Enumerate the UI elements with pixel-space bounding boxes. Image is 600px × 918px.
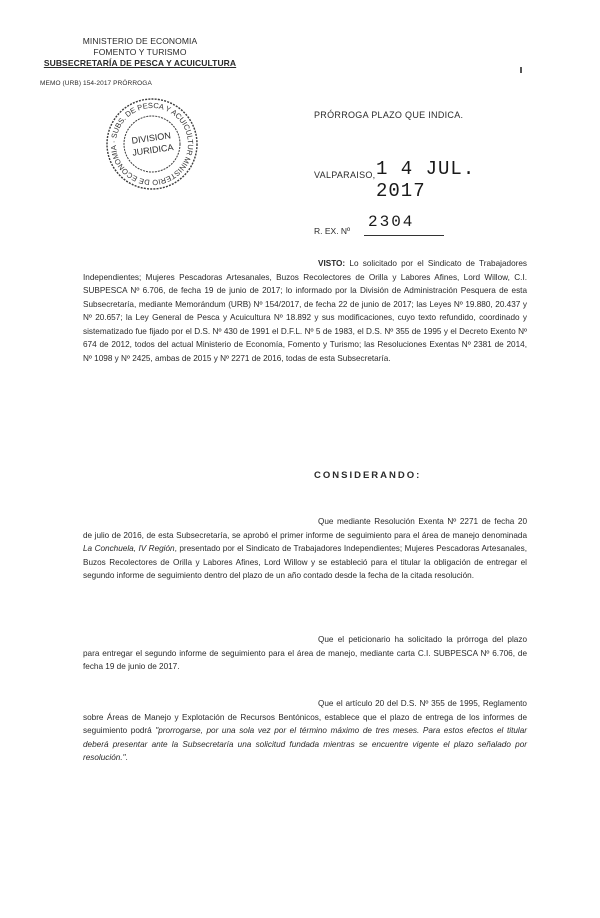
rex-label: R. EX. Nº: [314, 226, 351, 236]
division-juridica-stamp: [104, 96, 200, 192]
subsecretaria-name: SUBSECRETARÍA DE PESCA Y ACUICULTURA: [43, 58, 237, 68]
ministry-subtitle: FOMENTO Y TURISMO: [93, 47, 187, 57]
ministry-name: MINISTERIO DE ECONOMIA: [82, 36, 198, 46]
p3-text-a: Que el artículo 20 del D.S. Nº 355 de 1995, Reglamento sobre Áreas de Manejo y Explotación de Recursos Bentónicos, establece que el plazo de entrega de los informes de seguimiento podrá: [83, 699, 527, 735]
resolution-number-line: [314, 213, 514, 237]
stamp-ring-text: MINISTERIO DE ECONOMIA · SUBS. DE PESCA Y ACUICULTURA: [108, 100, 196, 188]
p3-quote: "prorrogarse, por una sola vez por el término máximo de tres meses. Para estos efectos el titular deberá presentar ante la Subsecretaría una solicitud fundada mientras se encuentre vigente el plazo señalado por resolución.": [83, 726, 528, 762]
considerando-heading: CONSIDERANDO:: [314, 470, 422, 481]
place-label: VALPARAISO,: [314, 170, 376, 180]
p1-text-c: , presentado por el Sindicato de Trabajadores Independientes; Mujeres Pescadoras Artesanales, Buzos Recolectores de Orilla y Labores Afines, Lord Willow y se estableció para el titular la obligación de entregar el segundo informe de seguimiento dentro del plazo de un año contado desde la fecha de la citada resolución.: [83, 544, 527, 580]
rex-underline: [364, 235, 444, 236]
considerando-paragraph-2: [83, 633, 527, 674]
document-subject: PRÓRROGA PLAZO QUE INDICA.: [314, 110, 464, 120]
visto-label: VISTO:: [318, 259, 346, 268]
p1-text-a: Que mediante Resolución Exenta Nº 2271 de fecha 20 de julio de 2016, de esta Subsecretaría, se aprobó el primer informe de seguimiento para el área de manejo denominada: [83, 517, 527, 540]
date-line: [314, 158, 534, 202]
visto-paragraph: [83, 257, 527, 365]
margin-mark: [520, 67, 522, 73]
stamp-graphic: [104, 96, 200, 192]
stamp-center-line2: JURIDICA: [131, 142, 175, 158]
rex-number: 2304: [368, 213, 415, 231]
p1-area-name: La Conchuela, IV Región: [83, 544, 175, 553]
considerando-paragraph-3: [83, 697, 527, 765]
p2-text: Que el peticionario ha solicitado la prórroga del plazo para entregar el segundo informe de seguimiento para el área de manejo, mediante carta C.I. SUBPESCA Nº 6.706, de fecha 19 de junio de 2017.: [83, 635, 527, 671]
visto-text: Lo solicitado por el Sindicato de Trabajadores Independientes; Mujeres Pescadoras Artesanales, Buzos Recolectores de Orilla y Labores Afines, Lord Willow, C.I. SUBPESCA Nº 6.706, de fecha 19 de junio de 2017; lo informado por la División de Administración Pesquera de esta Subsecretaría, mediante Memorándum (URB) Nº 154/2017, de fecha 22 de junio de 2017; las Leyes Nº 19.880, 20.437 y Nº 20.657; la Ley General de Pesca y Acuicultura Nº 18.892 y sus modificaciones, cuyo texto refundido, coordinado y sistematizado fue fijado por el D.S. Nº 430 de 1991 el D.F.L. Nº 5 de 1983, el D.S. Nº 355 de 1995 y el Decreto Exento Nº 674 de 2012, todos del actual Ministerio de Economía, Fomento y Turismo; las Resoluciones Exentas Nº 2381 de 2014, Nº 1098 y Nº 2425, ambas de 2015 y Nº 2271 de 2016, todas de esta Subsecretaría.: [83, 259, 527, 363]
letterhead: [40, 36, 240, 69]
stamp-center-line1: DIVISION: [130, 130, 172, 146]
p3-text-c: .: [125, 753, 128, 762]
stamped-date: 1 4 JUL. 2017: [376, 158, 476, 202]
memo-reference: MEMO (URB) 154-2017 PRÓRROGA: [40, 80, 152, 87]
considerando-paragraph-1: [83, 515, 527, 583]
svg-text:MINISTERIO DE ECONOMIA · SUBS.: [104, 96, 200, 192]
